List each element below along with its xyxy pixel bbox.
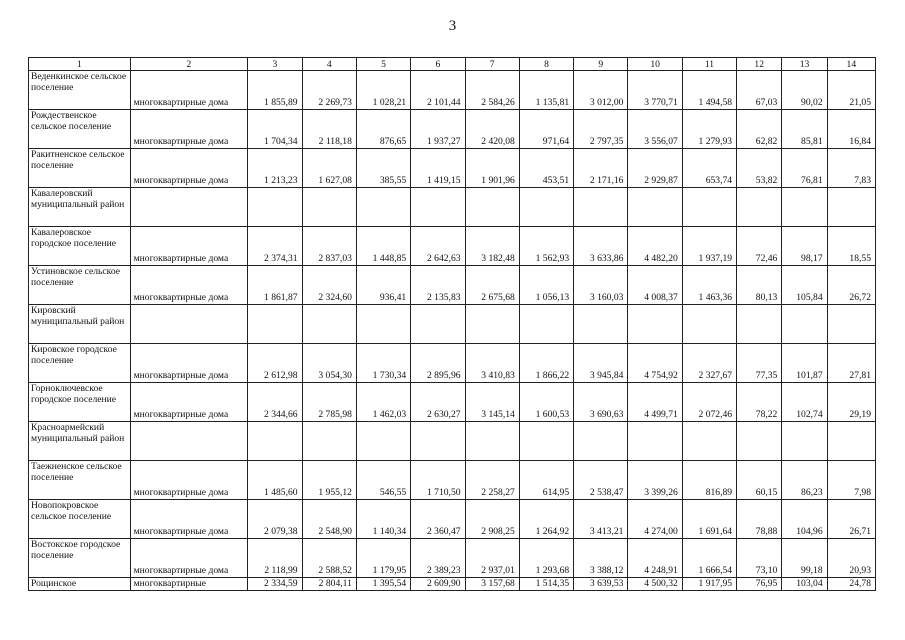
value-cell [302,422,356,461]
value-cell [465,305,519,344]
housing-type-cell [130,305,248,344]
value-cell: 614,95 [519,461,573,500]
value-cell: 2 389,23 [411,539,465,578]
value-cell: 1 419,15 [411,149,465,188]
housing-type-cell: многоквартирные дома [130,500,248,539]
value-cell: 60,15 [737,461,782,500]
value-cell: 1 562,93 [519,227,573,266]
value-cell: 2 675,68 [465,266,519,305]
value-cell: 453,51 [519,149,573,188]
value-cell [682,188,736,227]
value-cell: 67,03 [737,71,782,110]
value-cell: 2 324,60 [302,266,356,305]
value-cell: 101,87 [782,344,827,383]
value-cell: 1 293,68 [519,539,573,578]
value-cell: 1 855,89 [248,71,302,110]
column-number-cell: 1 [29,58,131,71]
housing-type-cell: многоквартирные дома [130,266,248,305]
table-row [29,578,876,591]
value-cell: 86,23 [782,461,827,500]
value-cell: 1 140,34 [356,500,410,539]
value-cell: 1 627,08 [302,149,356,188]
value-cell [737,188,782,227]
value-cell: 2 135,83 [411,266,465,305]
value-cell: 27,81 [827,344,875,383]
value-cell: 1 279,93 [682,110,736,149]
municipality-name-cell: Кировский муниципальный район [29,305,131,344]
value-cell: 2 908,25 [465,500,519,539]
value-cell: 90,02 [782,71,827,110]
municipality-name-cell: Рощинское [29,578,131,591]
value-cell: 2 374,31 [248,227,302,266]
value-cell [827,422,875,461]
value-cell: 3 157,68 [465,578,519,591]
value-cell [628,305,682,344]
value-cell: 1 861,87 [248,266,302,305]
value-cell: 16,84 [827,110,875,149]
value-cell: 1 691,64 [682,500,736,539]
value-cell: 105,84 [782,266,827,305]
value-cell: 4 008,37 [628,266,682,305]
value-cell: 76,95 [737,578,782,591]
value-cell: 78,22 [737,383,782,422]
value-cell: 2 360,47 [411,500,465,539]
value-cell: 3 410,83 [465,344,519,383]
value-cell [519,188,573,227]
value-cell [682,422,736,461]
value-cell: 2 612,98 [248,344,302,383]
value-cell: 1 730,34 [356,344,410,383]
table-row [29,149,876,188]
column-number-cell: 11 [682,58,736,71]
value-cell: 2 118,18 [302,110,356,149]
housing-type-cell [130,422,248,461]
value-cell: 1 955,12 [302,461,356,500]
column-number-cell: 10 [628,58,682,71]
value-cell [574,422,628,461]
value-cell: 1 514,35 [519,578,573,591]
table-row [29,422,876,461]
value-cell [574,305,628,344]
column-number-cell: 5 [356,58,410,71]
value-cell [782,305,827,344]
value-cell: 2 101,44 [411,71,465,110]
municipality-name-cell: Востокское городское поселение [29,539,131,578]
table-row [29,188,876,227]
value-cell: 3 690,63 [574,383,628,422]
value-cell: 7,83 [827,149,875,188]
value-cell: 2 118,99 [248,539,302,578]
value-cell: 2 538,47 [574,461,628,500]
value-cell: 85,81 [782,110,827,149]
value-cell: 3 556,07 [628,110,682,149]
housing-type-cell: многоквартирные дома [130,149,248,188]
value-cell: 4 754,92 [628,344,682,383]
municipality-name-cell: Ракитненское сельское поселение [29,149,131,188]
value-cell: 653,74 [682,149,736,188]
value-cell: 1 866,22 [519,344,573,383]
table-row [29,305,876,344]
page-number: 3 [448,18,457,34]
value-cell: 3 145,14 [465,383,519,422]
value-cell: 26,71 [827,500,875,539]
value-cell: 1 264,92 [519,500,573,539]
value-cell: 1 917,95 [682,578,736,591]
value-cell: 2 895,96 [411,344,465,383]
value-cell: 1 448,85 [356,227,410,266]
housing-type-cell: многоквартирные дома [130,110,248,149]
value-cell: 1 704,34 [248,110,302,149]
table-row [29,266,876,305]
value-cell [782,422,827,461]
value-cell [302,305,356,344]
value-cell [411,188,465,227]
housing-type-cell: многоквартирные дома [130,344,248,383]
value-cell: 2 937,01 [465,539,519,578]
value-cell: 3 160,03 [574,266,628,305]
value-cell [356,188,410,227]
table-row [29,110,876,149]
value-cell [519,422,573,461]
value-cell [782,188,827,227]
value-cell [356,305,410,344]
column-number-cell: 6 [411,58,465,71]
value-cell: 2 171,16 [574,149,628,188]
column-number-cell: 7 [465,58,519,71]
column-number-row [29,58,876,71]
table-row [29,344,876,383]
value-cell: 1 028,21 [356,71,410,110]
value-cell: 3 770,71 [628,71,682,110]
value-cell: 3 182,48 [465,227,519,266]
value-cell: 80,13 [737,266,782,305]
municipality-name-cell: Таежненское сельское поселение [29,461,131,500]
value-cell: 816,89 [682,461,736,500]
value-cell: 1 600,53 [519,383,573,422]
table-row [29,383,876,422]
housing-type-cell: многоквартирные дома [130,383,248,422]
column-number-cell: 13 [782,58,827,71]
value-cell: 2 929,87 [628,149,682,188]
value-cell: 1 710,50 [411,461,465,500]
value-cell: 2 334,59 [248,578,302,591]
column-number-cell: 12 [737,58,782,71]
value-cell [248,305,302,344]
table-row [29,227,876,266]
value-cell: 2 344,66 [248,383,302,422]
value-cell: 2 630,27 [411,383,465,422]
value-cell: 102,74 [782,383,827,422]
value-cell [465,188,519,227]
value-cell: 7,98 [827,461,875,500]
value-cell [411,305,465,344]
value-cell: 1 494,58 [682,71,736,110]
value-cell: 77,35 [737,344,782,383]
value-cell: 26,72 [827,266,875,305]
housing-type-cell: многоквартирные дома [130,227,248,266]
column-number-cell: 9 [574,58,628,71]
value-cell: 98,17 [782,227,827,266]
value-cell: 1 937,27 [411,110,465,149]
value-cell [628,422,682,461]
housing-type-cell: многоквартирные дома [130,539,248,578]
value-cell: 2 269,73 [302,71,356,110]
value-cell: 24,78 [827,578,875,591]
value-cell: 4 500,32 [628,578,682,591]
value-cell: 2 548,90 [302,500,356,539]
value-cell: 1 937,19 [682,227,736,266]
value-cell: 3 413,21 [574,500,628,539]
value-cell [682,305,736,344]
housing-type-cell: многоквартирные дома [130,461,248,500]
municipality-name-cell: Устиновское сельское поселение [29,266,131,305]
municipality-name-cell: Кировское городское поселение [29,344,131,383]
value-cell: 3 399,26 [628,461,682,500]
value-cell: 2 072,46 [682,383,736,422]
value-cell: 3 639,53 [574,578,628,591]
column-number-cell: 14 [827,58,875,71]
value-cell: 53,82 [737,149,782,188]
value-cell [465,422,519,461]
value-cell: 29,19 [827,383,875,422]
value-cell: 2 258,27 [465,461,519,500]
value-cell: 2 785,98 [302,383,356,422]
value-cell [248,188,302,227]
value-cell: 1 462,03 [356,383,410,422]
value-cell: 3 012,00 [574,71,628,110]
municipality-name-cell: Новопокровское сельское поселение [29,500,131,539]
housing-type-cell: многоквартирные [130,578,248,591]
value-cell: 2 804,11 [302,578,356,591]
value-cell: 876,65 [356,110,410,149]
value-cell: 2 327,67 [682,344,736,383]
value-cell: 3 054,30 [302,344,356,383]
tariff-table [28,57,876,591]
value-cell [737,422,782,461]
value-cell: 1 395,54 [356,578,410,591]
value-cell: 2 584,26 [465,71,519,110]
value-cell: 2 079,38 [248,500,302,539]
table-row [29,71,876,110]
value-cell [302,188,356,227]
municipality-name-cell: Рождественское сельское поселение [29,110,131,149]
value-cell: 3 945,84 [574,344,628,383]
value-cell: 1 056,13 [519,266,573,305]
value-cell: 1 213,23 [248,149,302,188]
value-cell: 2 420,08 [465,110,519,149]
column-number-cell: 3 [248,58,302,71]
value-cell: 72,46 [737,227,782,266]
value-cell: 1 666,54 [682,539,736,578]
value-cell: 385,55 [356,149,410,188]
value-cell: 2 797,35 [574,110,628,149]
value-cell: 2 588,52 [302,539,356,578]
value-cell: 2 642,63 [411,227,465,266]
value-cell: 4 499,71 [628,383,682,422]
value-cell [737,305,782,344]
value-cell [574,188,628,227]
municipality-name-cell: Горноключевское городское поселение [29,383,131,422]
value-cell: 4 482,20 [628,227,682,266]
value-cell: 971,64 [519,110,573,149]
value-cell: 2 837,03 [302,227,356,266]
value-cell: 21,05 [827,71,875,110]
value-cell [411,422,465,461]
value-cell [628,188,682,227]
table-body [29,58,876,591]
value-cell: 78,88 [737,500,782,539]
value-cell: 1 901,96 [465,149,519,188]
value-cell: 103,04 [782,578,827,591]
column-number-cell: 8 [519,58,573,71]
value-cell: 1 485,60 [248,461,302,500]
municipality-name-cell: Веденкинское сельское поселение [29,71,131,110]
value-cell [356,422,410,461]
municipality-name-cell: Кавалеровское городское поселение [29,227,131,266]
value-cell: 3 633,86 [574,227,628,266]
value-cell: 936,41 [356,266,410,305]
value-cell: 4 248,91 [628,539,682,578]
value-cell: 4 274,00 [628,500,682,539]
value-cell: 1 135,81 [519,71,573,110]
municipality-name-cell: Красноармейский муниципальный район [29,422,131,461]
value-cell: 18,55 [827,227,875,266]
value-cell [827,188,875,227]
value-cell: 73,10 [737,539,782,578]
value-cell: 99,18 [782,539,827,578]
value-cell [519,305,573,344]
column-number-cell: 2 [130,58,248,71]
value-cell: 3 388,12 [574,539,628,578]
value-cell: 546,55 [356,461,410,500]
table-row [29,539,876,578]
value-cell: 62,82 [737,110,782,149]
municipality-name-cell: Кавалеровский муниципальный район [29,188,131,227]
column-number-cell: 4 [302,58,356,71]
table-row [29,461,876,500]
value-cell: 1 179,95 [356,539,410,578]
table-row [29,500,876,539]
value-cell: 20,93 [827,539,875,578]
value-cell: 76,81 [782,149,827,188]
value-cell: 104,96 [782,500,827,539]
value-cell [827,305,875,344]
value-cell [248,422,302,461]
value-cell: 2 609,90 [411,578,465,591]
housing-type-cell [130,188,248,227]
value-cell: 1 463,36 [682,266,736,305]
housing-type-cell: многоквартирные дома [130,71,248,110]
